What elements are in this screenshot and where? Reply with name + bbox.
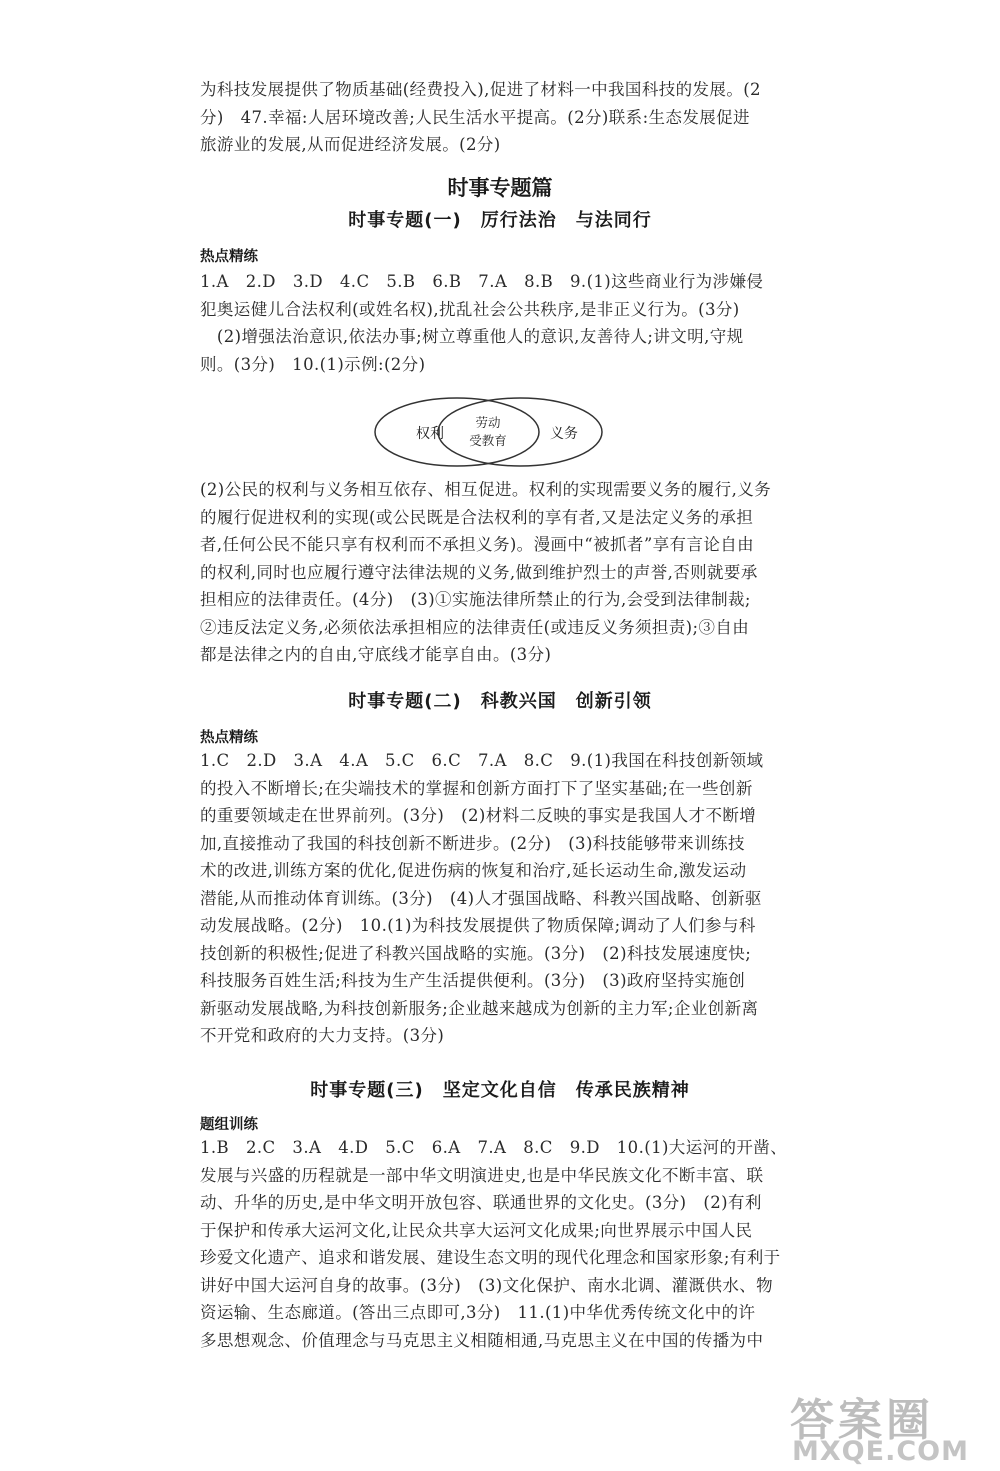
text-line: (2)公民的权利与义务相互依存、相互促进。权利的实现需要义务的履行,义务: [200, 480, 772, 499]
watermark: [790, 1384, 1000, 1471]
text-line: 1.A 2.D 3.D 4.C 5.B 6.B 7.A 8.B 9.(1)这些商业行为涉嫌侵: [200, 272, 764, 291]
text-line: 1.C 2.D 3.A 4.A 5.C 6.C 7.A 8.C 9.(1)我国在科技创新领域: [200, 751, 764, 770]
venn-left-label: 权利: [416, 426, 444, 442]
text-line: 为科技发展提供了物质基础(经费投入),促进了材料一中我国科技的发展。(2: [200, 80, 761, 99]
topic1-answers-b: [200, 476, 800, 669]
text-line: 的权利,同时也应履行遵守法律法规的义务,做到维护烈士的声誉,否则就要承: [200, 562, 758, 582]
watermark-logo-text: 答案圈: [790, 1395, 934, 1446]
text-line: 的重要领域走在世界前列。(3分) (2)材料二反映的事实是我国人才不断增: [200, 806, 757, 825]
rights-duties-venn-diagram: [372, 394, 612, 474]
topic1-label: 热点精练: [200, 249, 258, 265]
text-line: 发展与兴盛的历程就是一部中华文明演进史,也是中华民族文化不断丰富、联: [200, 1165, 764, 1185]
text-line: 犯奥运健儿合法权利(或姓名权),扰乱社会公共秩序,是非正义行为。(3分): [200, 299, 740, 319]
text-line: 者,任何公民不能只享有权利而不承担义务)。漫画中“被抓者”享有言论自由: [200, 535, 755, 554]
text-line: 旅游业的发展,从而促进经济发展。(2分): [200, 135, 501, 154]
text-line: (2)增强法治意识,依法办事;树立尊重他人的意识,友善待人;讲文明,守规: [200, 327, 744, 346]
topic2-title: 时事专题(二) 科教兴国 创新引领: [348, 691, 652, 712]
text-line: 的履行促进权利的实现(或公民既是合法权利的享有者,又是法定义务的承担: [200, 507, 754, 527]
topic3-title: 时事专题(三) 坚定文化自信 传承民族精神: [310, 1080, 690, 1101]
rights-ellipse: [375, 398, 539, 466]
intro-paragraph: [200, 76, 800, 159]
text-line: 动、升华的历史,是中华文明开放包容、联通世界的文化史。(3分) (2)有利: [200, 1193, 762, 1212]
topic2-answers: [200, 747, 800, 1050]
text-line: 1.B 2.C 3.A 4.D 5.C 6.A 7.A 8.C 9.D 10.(1)大运河的开凿、: [200, 1138, 788, 1157]
topic1-answers-a: [200, 268, 800, 378]
text-line: 新驱动发展战略,为科技创新服务;企业越来越成为创新的主力军;企业创新离: [200, 998, 759, 1018]
text-line: 担相应的法律责任。(4分) (3)①实施法律所禁止的行为,会受到法律制裁;: [200, 590, 751, 609]
topic3-label: 题组训练: [200, 1117, 258, 1133]
text-line: 科技服务百姓生活;科技为生产生活提供便利。(3分) (3)政府坚持实施创: [200, 971, 746, 990]
text-line: 不开党和政府的大力支持。(3分): [200, 1026, 445, 1045]
text-line: 则。(3分) 10.(1)示例:(2分): [200, 354, 426, 374]
venn-right-label: 义务: [550, 426, 578, 442]
text-line: 于保护和传承大运河文化,让民众共享大运河文化成果;向世界展示中国人民: [200, 1220, 753, 1240]
venn-center-bottom-label: 受教育: [469, 433, 507, 448]
text-line: 潜能,从而推动体育训练。(3分) (4)人才强国战略、科教兴国战略、创新驱: [200, 888, 762, 908]
text-line: 资运输、生态廊道。(答出三点即可,3分) 11.(1)中华优秀传统文化中的许: [200, 1303, 756, 1322]
text-line: ②违反法定义务,必须依法承担相应的法律责任(或违反义务须担责);③自由: [200, 617, 750, 637]
text-line: 珍爱文化遗产、追求和谐发展、建设生态文明的现代化理念和国家形象;有利于: [200, 1248, 781, 1267]
text-line: 技创新的积极性;促进了科教兴国战略的实施。(3分) (2)科技发展速度快;: [200, 943, 752, 963]
text-line: 分) 47.幸福:人居环境改善;人民生活水平提高。(2分)联系:生态发展促进: [200, 107, 750, 127]
section-main-title: 时事专题篇: [447, 176, 553, 200]
topic3-answers: [200, 1134, 800, 1354]
text-line: 讲好中国大运河自身的故事。(3分) (3)文化保护、南水北调、灌溉供水、物: [200, 1275, 774, 1295]
text-line: 多思想观念、价值理念与马克思主义相随相通,马克思主义在中国的传播为中: [200, 1330, 764, 1350]
text-line: 术的改进,训练方案的优化,促进伤病的恢复和治疗,延长运动生命,激发运动: [200, 861, 747, 880]
topic2-label: 热点精练: [200, 730, 258, 746]
text-line: 加,直接推动了我国的科技创新不断进步。(2分) (3)科技能够带来训练技: [200, 833, 745, 853]
topic1-title: 时事专题(一) 厉行法治 与法同行: [348, 210, 652, 231]
text-line: 动发展战略。(2分) 10.(1)为科技发展提供了物质保障;调动了人们参与科: [200, 916, 756, 935]
watermark-url: MXQE.COM: [792, 1436, 969, 1467]
text-line: 的投入不断增长;在尖端技术的掌握和创新方面打下了坚实基础;在一些创新: [200, 778, 753, 798]
text-line: 都是法律之内的自由,守底线才能享自由。(3分): [200, 645, 552, 664]
venn-center-top-label: 劳动: [475, 415, 501, 430]
